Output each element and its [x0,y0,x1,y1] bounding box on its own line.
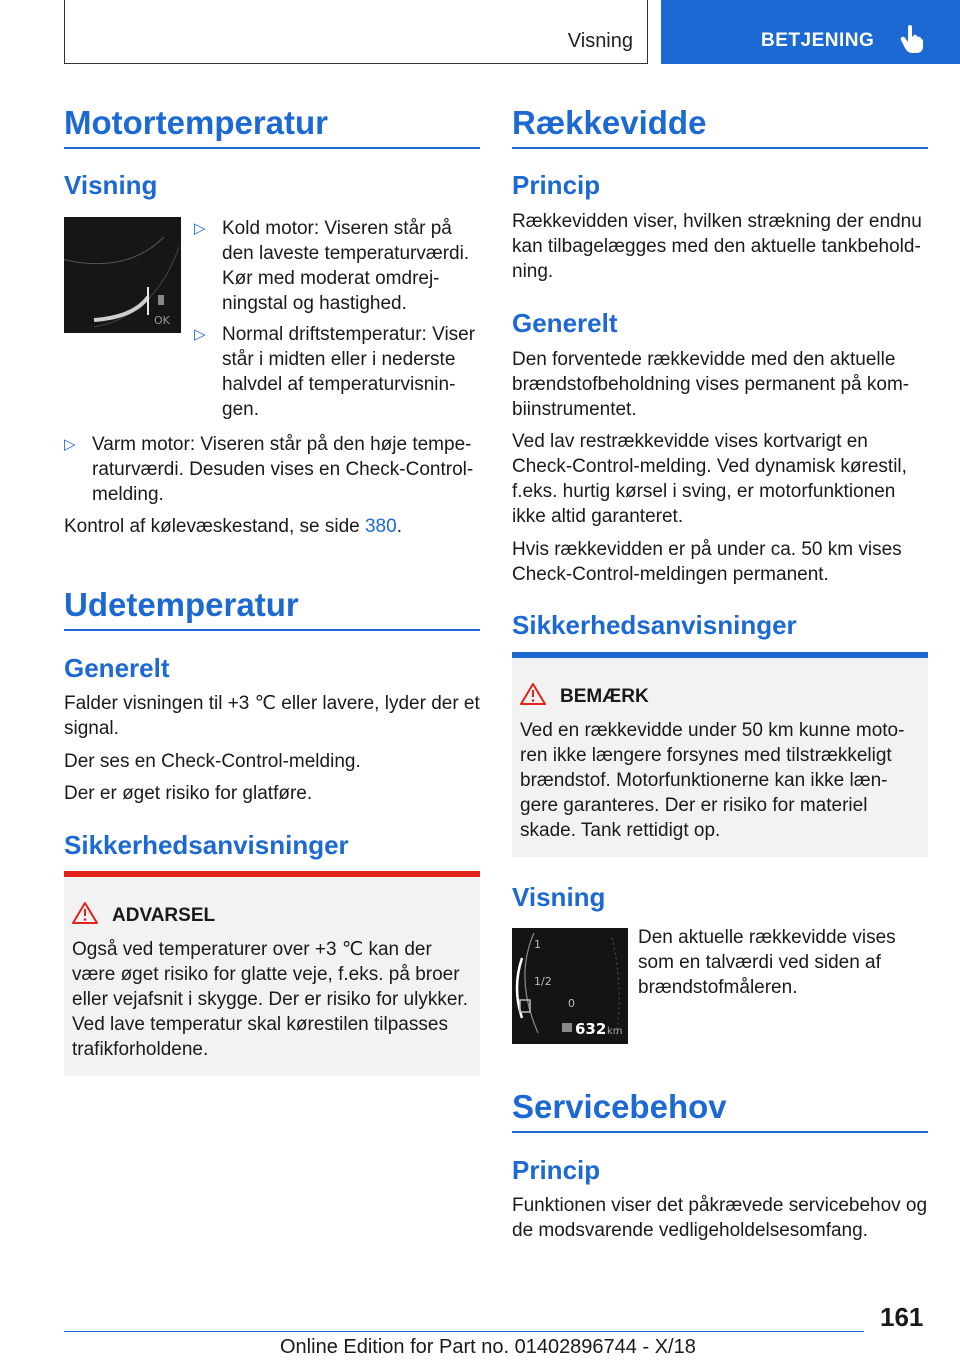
bullet-text: Varm motor: Viseren står på den høje tempe-raturværdi. Desuden vises en Check-Control-melding. [92,434,474,505]
heading-sikkerhedsanvisninger-raekke: Sikkerhedsanvisninger [512,610,797,640]
warning-triangle-icon [72,901,98,925]
ude-paragraph-1: Falder visningen til +3 ℃ eller lavere, lyder der et signal. [64,693,480,739]
fuel-mark-1: 1 [534,938,541,951]
generelt-paragraph-1: Den forventede rækkevidde med den aktuelle brændstofbeholdning vises permanent på kom-biinstrumentet. [512,349,910,420]
fuel-mark-0: 0 [568,997,575,1010]
warning-label: ADVARSEL [112,905,216,926]
header-section-box [64,0,648,64]
bullet-text: Kold motor: Viseren står på den laveste temperaturværdi. Kør med moderat omdrej-ningstal og hastighed. [222,218,470,314]
warning-text: Også ved temperaturer over +3 ℃ kan der være øget risiko for glatte veje, f.eks. på broer eller vejafsnit i skygge. Der er risiko for ulykker. Ved lave temperatur skal kørestilen tilpasses trafikforholdene. [72,939,468,1060]
range-value: 632 [575,1020,607,1038]
notice-box-bemaerk [512,652,928,857]
heading-visning-motor: Visning [64,170,158,200]
bullet-triangle-icon: ▷ [194,220,206,237]
fuel-gauge-graphic [512,928,628,1044]
fuel-mark-half: 1/2 [534,975,552,988]
ude-paragraph-3: Der er øget risiko for glatføre. [64,783,313,804]
heading-generelt-ude: Generelt [64,653,170,683]
generelt-paragraph-2: Ved lav restrækkevidde vises kortvarigt en Check-Control-melding. Ved dynamisk kørestil, f.eks. hurtig kørsel i sving, er motorfunktionen ikke altid garanteret. [512,431,907,527]
temperature-gauge-image [64,217,181,333]
kontrol-text: Kontrol af kølevæskestand, se side [64,516,360,537]
gauge-ok-label: OK [154,314,170,327]
notice-label: BEMÆRK [560,686,649,707]
range-unit: km [607,1026,623,1037]
heading-udetemperatur: Udetemperatur [64,585,480,631]
kontrol-period: . [396,516,402,537]
warning-box-advarsel [64,871,480,1076]
header-chapter-label: BETJENING [761,30,875,51]
notice-text: Ved en rækkevidde under 50 km kunne moto-ren ikke længere forsynes med tilstrækkeligt brændstof. Motorfunktionerne kan ikke læn-gere garanteres. Der er risiko for materiel skade. Tank rettidigt op. [520,720,905,841]
kontrol-paragraph [64,514,480,539]
footer-divider [64,1331,864,1332]
header-chapter-tab[interactable] [661,0,960,64]
heading-sikkerhedsanvisninger-ude: Sikkerhedsanvisninger [64,830,349,860]
generelt-paragraph-3: Hvis rækkevidden er på under ca. 50 km vises Check-Control-meldingen permanent. [512,539,902,585]
bullet-triangle-icon: ▷ [194,326,206,343]
heading-generelt-raekke: Generelt [512,308,618,338]
hand-pointer-icon [899,24,925,54]
temperature-gauge-graphic [64,217,181,333]
ude-paragraph-2: Der ses en Check-Control-melding. [64,751,361,772]
bullet-text: Normal driftstemperatur: Viser står i midten eller i nederste halvdel af temperaturvisnin-gen. [222,324,476,420]
service-princip-paragraph: Funktionen viser det påkrævede servicebehov og de modsvarende vedligeholdelsesomfang. [512,1195,928,1241]
heading-raekkevidde: Rækkevidde [512,103,928,149]
warning-triangle-icon [520,682,546,706]
heading-servicebehov: Servicebehov [512,1087,928,1133]
fuel-gauge-image [512,928,628,1044]
heading-princip-raekke: Princip [512,170,601,200]
visning-raekke-paragraph: Den aktuelle rækkevidde vises som en talværdi ved siden af brændstofmåleren. [638,927,896,998]
page-number: 161 [880,1302,924,1332]
header-section-label: Visning [567,30,633,52]
heading-princip-service: Princip [512,1155,601,1185]
page-link-380[interactable]: 380 [364,516,397,537]
footer-edition-text: Online Edition for Part no. 01402896744 - X/18 [280,1336,696,1358]
bullet-triangle-icon: ▷ [64,436,76,453]
heading-visning-raekke: Visning [512,882,606,912]
princip-paragraph: Rækkevidden viser, hvilken strækning der endnu kan tilbagelægges med den aktuelle tankbehold-ning. [512,211,922,282]
heading-motortemperatur: Motortemperatur [64,103,480,149]
